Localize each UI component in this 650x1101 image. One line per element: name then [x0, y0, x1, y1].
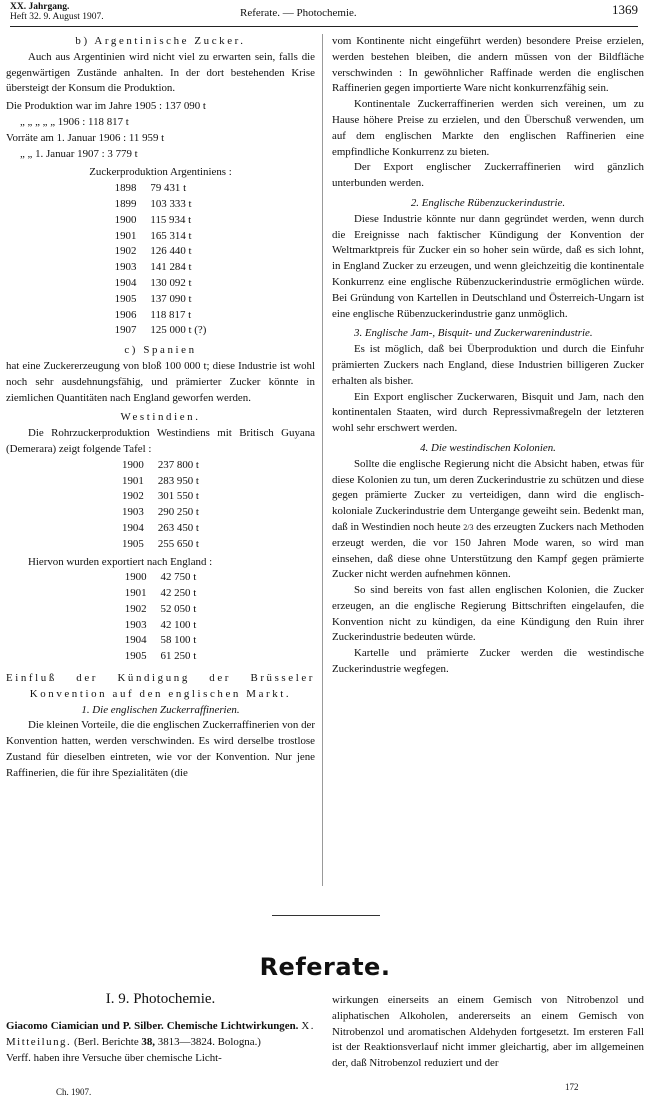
- arg-table-title: Zuckerproduktion Argentiniens :: [89, 166, 232, 179]
- referate-left-body: Verff. haben ihre Versuche über chemische Licht-: [6, 1051, 222, 1064]
- citation-authors: Giacomo Ciamician und P. Silber.: [6, 1020, 164, 1032]
- argentinien-production-table: [108, 181, 214, 339]
- year-cell: 1903: [122, 506, 144, 519]
- citation-series: X. Mitteilung.: [6, 1020, 315, 1048]
- table-row: [115, 489, 206, 505]
- kartelle-paragraph: Kartelle und prämierte Zucker werden die westindische Zuckerindustrie wegfegen.: [332, 647, 644, 676]
- year-cell: 1900: [124, 571, 147, 584]
- value-cell: 79 431 t: [150, 182, 187, 195]
- header-page-number: 1369: [612, 2, 638, 17]
- table-row: [115, 537, 206, 553]
- table-row: [108, 229, 214, 245]
- year-cell: 1902: [114, 245, 137, 258]
- production-line: „ „ 1. Januar 1907 : 3 779 t: [20, 147, 138, 160]
- footer-left: Ch. 1907.: [56, 1087, 92, 1097]
- production-line: „ „ „ „ „ 1906 : 118 817 t: [20, 115, 129, 128]
- bittschriften-paragraph: So sind bereits von fast allen englischen Kolonien, die Zucker erzeugen, an die englische Regierung Bittschriften eingelaufen, die Konvention nicht zu kündigen, da eine Kündigung den Ruin ihrer Zuckerindustrie bedeuten würde.: [332, 584, 644, 644]
- value-cell: 165 314 t: [150, 229, 192, 242]
- westindien-heading: Westindien.: [120, 411, 201, 424]
- value-cell: 301 550 t: [157, 490, 199, 503]
- table-row: [108, 197, 214, 213]
- year-cell: 1901: [122, 474, 144, 487]
- footer-right: 172: [565, 1082, 579, 1092]
- year-cell: 1905: [124, 650, 147, 663]
- header-issue: Heft 32. 9. August 1907.: [10, 12, 104, 22]
- year-cell: 1901: [124, 587, 147, 600]
- value-cell: 61 250 t: [160, 650, 197, 663]
- year-cell: 1904: [122, 521, 144, 534]
- sub1-text: Die kleinen Vorteile, die die englischen Zuckerraffinerien von der Konvention hatten, werden verschwinden. Es wird derselbe trostlose Zustand für dieselben eintreten, wie vor der Konvention. Nur jene Raffinerien, die für ihre Spezialitäten (die: [6, 719, 315, 779]
- kontinentale-paragraph: Kontinentale Zuckerraffinerien werden sich vereinen, um zu Hause höhere Preise zu erzielen, und den Überschuß verwenden, um auf dem englischen Markte den englischen Raffinerien eine empfindliche Konkurrenz zu bieten.: [332, 98, 644, 158]
- year-cell: 1899: [114, 197, 137, 210]
- fraction: 2/3: [463, 522, 474, 532]
- table-row: [118, 633, 203, 649]
- value-cell: 58 100 t: [160, 634, 197, 647]
- section-divider: [272, 915, 380, 916]
- year-cell: 1905: [122, 537, 144, 550]
- year-cell: 1907: [114, 324, 137, 337]
- table-row: [108, 308, 214, 324]
- spanien-text: hat eine Zuckererzeugung von bloß 100 000 t; diese Industrie ist wohl noch sehr ausdehnungsfähig, und prämierter Zucker könnte in ziemlichen Quantitäten nach England geworfen werden.: [6, 359, 315, 404]
- year-cell: 1903: [114, 261, 137, 274]
- ruebenzucker-paragraph: Diese Industrie könnte nur dann gegründet werden, wenn durch die Ereignisse nach faktischer Kündigung der Konvention der Weltmarktpreis für Zucker ein so hoher sein würde, daß es sich lohnt, in England Zucker zu erzeugen, und wenn gleichzeitig die kontinentale Konkurrenz eine englische Rübenzuckerindustrie ermöglichen würde. Bei Gründung von Kartellen in Deutschland und Österreich-Ungarn ist eine englische Rübenzuckerindustrie ganz unmöglich.: [332, 212, 644, 320]
- table-row: [108, 323, 214, 339]
- header-volume-info: [10, 2, 104, 22]
- export-title: Hiervon wurden exportiert nach England :: [28, 555, 213, 568]
- jam-paragraph-2: Ein Export englischer Zuckerwaren, Bisquit und Jam, nach den kontinentalen Staaten, wird durch Repressivmaßregeln der letzteren wohl sehr erschwert werden.: [332, 390, 644, 435]
- citation-volume: 38,: [141, 1035, 156, 1048]
- spanien-heading: c) Spanien: [124, 344, 197, 357]
- value-cell: 130 092 t: [150, 276, 192, 289]
- year-cell: 1902: [124, 602, 147, 615]
- year-cell: 1905: [114, 292, 137, 305]
- year-cell: 1901: [114, 229, 137, 242]
- sub1-heading: 1. Die englischen Zuckerraffinerien.: [81, 703, 240, 716]
- column-divider: [322, 34, 323, 886]
- value-cell: 42 100 t: [160, 618, 197, 631]
- year-cell: 1904: [124, 634, 147, 647]
- production-lines: [6, 99, 315, 162]
- production-line: Vorräte am 1. Januar 1906 : 11 959 t: [6, 131, 165, 144]
- table-row: [115, 474, 206, 490]
- value-cell: 290 250 t: [157, 506, 199, 519]
- value-cell: 255 650 t: [157, 537, 199, 550]
- value-cell: 263 450 t: [157, 521, 199, 534]
- table-row: [118, 602, 203, 618]
- year-cell: 1903: [124, 618, 147, 631]
- value-cell: 42 750 t: [160, 571, 197, 584]
- export-paragraph: Der Export englischer Zuckerraffinerien wird gänzlich unterbunden werden.: [332, 161, 644, 190]
- year-cell: 1900: [114, 213, 137, 226]
- table-row: [108, 292, 214, 308]
- table-row: [108, 276, 214, 292]
- raffinerien-continued: vom Kontinente nicht eingeführt werden) besondere Preise erzielen, werden bestehen bleiben, die andern müssen von der Bildfläche verschwinden : In gewöhnlicher Raffinade werden die englischen Raffinerien gegen importierte Ware nicht konkurrenzfähig sein.: [332, 35, 644, 95]
- year-cell: 1898: [114, 182, 137, 195]
- einfluss-heading: Einfluß der Kündigung der Brüsseler Konvention auf den englischen Markt.: [6, 672, 315, 700]
- referate-right-text: wirkungen einerseits an einem Gemisch von Nitrobenzol und aliphatischen Alkoholen, andererseits an einem Gemisch von Nitrobenzol und aromatischen Aldehyden fortgesetzt. Im ersteren Fall ist der Reaktionsverlauf nicht immer gleichartig, aber im allgemeinen der, daß Nitrobenzol reduziert und der: [332, 994, 644, 1070]
- value-cell: 103 333 t: [150, 197, 192, 210]
- table-row: [115, 521, 206, 537]
- left-column: [6, 34, 315, 782]
- year-cell: 1900: [122, 458, 144, 471]
- sub2-heading: 2. Englische Rübenzuckerindustrie.: [410, 196, 566, 209]
- value-cell: 141 284 t: [150, 261, 192, 274]
- argentinien-heading: b) Argentinische Zucker.: [75, 35, 246, 47]
- citation: [6, 1019, 315, 1051]
- table-row: [118, 649, 203, 665]
- table-row: [118, 586, 203, 602]
- table-row: [108, 260, 214, 276]
- westindien-text: Die Rohrzuckerproduktion Westindiens mit Britisch Guyana (Demerara) zeigt folgende Tafel :: [6, 427, 315, 455]
- jam-paragraph-1: Es ist möglich, daß bei Überproduktion und durch die Einfuhr prämierten Zuckers nach England, diese Industrien billigeren Zucker erhalten als bisher.: [332, 343, 644, 387]
- table-row: [108, 181, 214, 197]
- page-header: [10, 2, 638, 27]
- citation-source: (Berl. Berichte: [73, 1035, 139, 1048]
- table-row: [108, 244, 214, 260]
- table-row: [118, 618, 203, 634]
- header-title: Referate. — Photochemie.: [240, 7, 357, 19]
- value-cell: 126 440 t: [150, 245, 192, 258]
- value-cell: 125 000 t (?): [150, 324, 207, 337]
- value-cell: 118 817 t: [150, 308, 192, 321]
- kolonien-paragraph: Sollte die englische Regierung nicht die Absicht haben, etwas für diese Kolonien zu tun, um deren Zuckerindustrie zu schützen und diese gegen prämierte Zucker zu verteidigen, dann wird die englisch-koloniale Zuckerindustrie dem Untergange geweiht sein. Bedenkt man, daß in Westindien noch heute 2/3 des erzeugten Zuckers nach Methoden erzeugt werden, die vor 150 Jahren Mode waren, so wird man einsehen, daß diese ohne Unterstützung den Kampf gegen prämierte Zucker nicht werden aufnehmen können.: [332, 457, 644, 581]
- westindien-production-table: [115, 458, 206, 553]
- table-row: [115, 505, 206, 521]
- citation-title: Chemische Lichtwirkungen.: [166, 1020, 299, 1032]
- sub3-heading: 3. Englische Jam-, Bisquit- und Zuckerwarenindustrie.: [354, 327, 593, 340]
- citation-pages: 3813—3824. Bologna.): [157, 1035, 261, 1048]
- table-row: [115, 458, 206, 474]
- referate-left-text: [6, 1019, 315, 1066]
- table-row: [108, 213, 214, 229]
- value-cell: 283 950 t: [157, 474, 199, 487]
- year-cell: 1904: [114, 276, 137, 289]
- argentinien-text: Auch aus Argentinien wird nicht viel zu erwarten sein, falls die gegenwärtigen Zustände anhalten. In der dort bestehenden Krise übersteigt der Konsum die Produktion.: [6, 50, 315, 95]
- referate-title: Referate.: [259, 953, 391, 981]
- sub4-heading: 4. Die westindischen Kolonien.: [420, 441, 556, 454]
- value-cell: 115 934 t: [150, 213, 192, 226]
- value-cell: 42 250 t: [160, 587, 197, 600]
- value-cell: 52 050 t: [160, 602, 197, 615]
- year-cell: 1902: [122, 490, 144, 503]
- right-column: [332, 34, 644, 678]
- table-row: [118, 570, 203, 586]
- year-cell: 1906: [114, 308, 137, 321]
- value-cell: 237 800 t: [157, 458, 199, 471]
- production-line: Die Produktion war im Jahre 1905 : 137 090 t: [6, 100, 206, 113]
- export-england-table: [118, 570, 203, 665]
- header-volume: XX. Jahrgang.: [10, 2, 70, 12]
- value-cell: 137 090 t: [150, 292, 192, 305]
- photochemie-section-heading: I. 9. Photochemie.: [105, 991, 216, 1007]
